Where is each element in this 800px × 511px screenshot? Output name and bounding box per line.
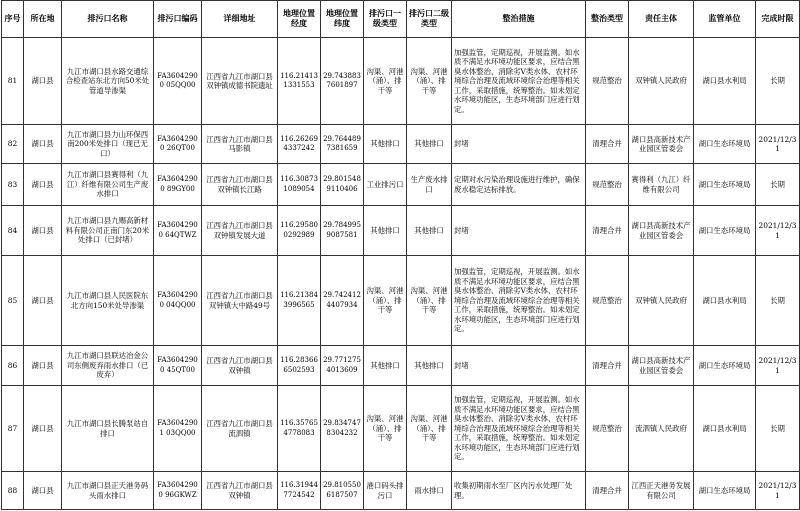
cell-fix-type: 规范整治 — [586, 386, 629, 472]
cell-type1: 其他排口 — [364, 125, 407, 164]
cell-outlet-name: 九江市湖口县力山环保西南200米处排口（现已无口） — [62, 125, 154, 164]
cell-address: 江西省九江市湖口县双钟镇成德书院遗址 — [202, 38, 278, 125]
cell-latitude: 29.764489 7381659 — [321, 125, 364, 164]
cell-supervisor: 湖口生态环境局 — [694, 125, 756, 164]
cell-seq: 85 — [2, 256, 24, 346]
cell-supervisor: 湖口县水利局 — [694, 38, 756, 125]
header-measures: 整治措施 — [452, 1, 586, 38]
cell-address: 江西省九江市湖口县双钟镇长江路 — [202, 164, 278, 206]
cell-location: 湖口县 — [24, 256, 62, 346]
cell-type2: 其他排口 — [407, 346, 452, 386]
cell-latitude: 29.743883 7601897 — [321, 38, 364, 125]
cell-supervisor: 湖口生态环境局 — [694, 164, 756, 206]
cell-fix-type: 规范整治 — [586, 164, 629, 206]
cell-supervisor: 湖口生态环境局 — [694, 206, 756, 256]
cell-deadline: 2021/12/31 — [756, 346, 800, 386]
cell-latitude: 29.742412 4407934 — [321, 256, 364, 346]
cell-location: 湖口县 — [24, 125, 62, 164]
cell-fix-type: 清理合并 — [586, 206, 629, 256]
table-row — [2, 386, 800, 472]
cell-longitude: 116.21413 1331553 — [278, 38, 321, 125]
cell-address: 江西省九江市湖口县双钟镇发展大道 — [202, 206, 278, 256]
cell-latitude: 29.810550 6187507 — [321, 472, 364, 510]
cell-responsible: 赛得利（九江）纤维有限公司 — [629, 164, 694, 206]
cell-type2: 沟渠、河港（涌）、排干等 — [407, 256, 452, 346]
cell-outlet-name: 九江市湖口县人民医院东北方向150米处导渗渠 — [62, 256, 154, 346]
cell-fix-type: 清理合并 — [586, 125, 629, 164]
header-location: 所在地 — [24, 1, 62, 38]
outlet-table — [1, 0, 800, 510]
cell-responsible: 江西正天港务发展有限公司 — [629, 472, 694, 510]
cell-latitude: 29.771275 4013609 — [321, 346, 364, 386]
cell-deadline: 2021/12/31 — [756, 125, 800, 164]
cell-fix-type: 规范整治 — [586, 38, 629, 125]
cell-type1: 港口码头排污口 — [364, 472, 407, 510]
cell-outlet-code: FA36042900 05QQ00 — [154, 38, 202, 125]
cell-latitude: 29.784995 9087581 — [321, 206, 364, 256]
header-seq: 序号 — [2, 1, 24, 38]
cell-longitude: 116.29580 0292989 — [278, 206, 321, 256]
cell-responsible: 流泗镇人民政府 — [629, 386, 694, 472]
header-longitude: 地理位置经度 — [278, 1, 321, 38]
cell-seq: 83 — [2, 164, 24, 206]
cell-address: 江西省九江市湖口县流泗镇 — [202, 386, 278, 472]
cell-outlet-name: 九江市湖口县正天港务码头雨水排口 — [62, 472, 154, 510]
cell-outlet-code: FA36042900 04QQ00 — [154, 256, 202, 346]
header-type1: 排污口一级类型 — [364, 1, 407, 38]
cell-outlet-name: 九江市湖口县赛得利（九江）纤维有限公司生产废水排口 — [62, 164, 154, 206]
table-row — [2, 346, 800, 386]
cell-responsible: 湖口县高新技术产业园区管委会 — [629, 346, 694, 386]
cell-deadline: 长期 — [756, 386, 800, 472]
cell-measures: 收集初期雨水至厂区内污水处理厂处理。 — [452, 472, 586, 510]
cell-supervisor: 湖口生态环境局 — [694, 472, 756, 510]
cell-seq: 81 — [2, 38, 24, 125]
cell-measures: 封堵 — [452, 125, 586, 164]
cell-outlet-code: FA36042900 26QT00 — [154, 125, 202, 164]
cell-type2: 生产废水排口 — [407, 164, 452, 206]
table-row — [2, 472, 800, 510]
cell-longitude: 116.28366 6502593 — [278, 346, 321, 386]
cell-measures: 定期对水污染治理设施进行维护，确保废水稳定达标排放。 — [452, 164, 586, 206]
cell-outlet-name: 九江市湖口县九赐高新材料有限公司正南门东20米处排口（已封堵） — [62, 206, 154, 256]
cell-deadline: 2021/12/31 — [756, 472, 800, 510]
cell-seq: 84 — [2, 206, 24, 256]
cell-deadline: 长期 — [756, 164, 800, 206]
cell-location: 湖口县 — [24, 38, 62, 125]
header-responsible: 责任主体 — [629, 1, 694, 38]
cell-deadline: 2021/12/31 — [756, 206, 800, 256]
cell-location: 湖口县 — [24, 164, 62, 206]
header-latitude: 地理位置纬度 — [321, 1, 364, 38]
cell-responsible: 湖口县高新技术产业园区管委会 — [629, 125, 694, 164]
cell-supervisor: 湖口县水利局 — [694, 386, 756, 472]
cell-outlet-code: FA36042900 64QTWZ — [154, 206, 202, 256]
header-supervisor: 监管单位 — [694, 1, 756, 38]
cell-seq: 86 — [2, 346, 24, 386]
cell-fix-type: 清理合并 — [586, 472, 629, 510]
cell-longitude: 116.30873 1089054 — [278, 164, 321, 206]
cell-responsible: 双钟镇人民政府 — [629, 256, 694, 346]
cell-type2: 雨水排口 — [407, 472, 452, 510]
table-row — [2, 164, 800, 206]
cell-outlet-name: 九江市湖口县长腾泵站自排口 — [62, 386, 154, 472]
cell-type2: 其他排口 — [407, 206, 452, 256]
cell-outlet-code: FA36042900 89GY00 — [154, 164, 202, 206]
cell-type1: 沟渠、河港（涌）、排干等 — [364, 38, 407, 125]
header-fix-type: 整治类型 — [586, 1, 629, 38]
cell-measures: 封堵 — [452, 206, 586, 256]
cell-location: 湖口县 — [24, 386, 62, 472]
cell-longitude: 116.21384 3996565 — [278, 256, 321, 346]
cell-supervisor: 湖口生态环境局 — [694, 346, 756, 386]
cell-outlet-name: 九江市湖口县联达冶金公司东侧废弃雨水排口（已废弃） — [62, 346, 154, 386]
cell-fix-type: 清理合并 — [586, 346, 629, 386]
cell-longitude: 116.31944 7724542 — [278, 472, 321, 510]
cell-address: 江西省九江市湖口县双钟镇大中路49号 — [202, 256, 278, 346]
cell-address: 江西省九江市湖口县双钟镇 — [202, 346, 278, 386]
cell-address: 江西省九江市湖口县双钟镇 — [202, 472, 278, 510]
cell-outlet-code: FA36042900 96GKWZ — [154, 472, 202, 510]
cell-type2: 沟渠、河港（涌）、排干等 — [407, 38, 452, 125]
header-deadline: 完成时限 — [756, 1, 800, 38]
cell-fix-type: 规范整治 — [586, 256, 629, 346]
cell-deadline: 长期 — [756, 256, 800, 346]
cell-seq: 87 — [2, 386, 24, 472]
header-type2: 排污口二级类型 — [407, 1, 452, 38]
cell-type1: 沟渠、河港（涌）、排干等 — [364, 386, 407, 472]
cell-location: 湖口县 — [24, 206, 62, 256]
cell-location: 湖口县 — [24, 346, 62, 386]
header-outlet-code: 排污口编码 — [154, 1, 202, 38]
cell-measures: 加强监管，定期巡视，开展监测。如水质不满足水环境功能区要求，应结合黑臭水体整治、消除劣Ⅴ类水体、农村环境综合治理及流域环境综合治理等相关工作，采取措施，统筹整治。如未划定水环境功能区，生态环境部门应进行划定。 — [452, 386, 586, 472]
cell-measures: 加强监管，定期巡视，开展监测。如水质不满足水环境功能区要求，应结合黑臭水体整治、消除劣Ⅴ类水体、农村环境综合治理及流域环境综合治理等相关工作，采取措施，统筹整治。如未划定水环境功能区，生态环境部门应进行划定。 — [452, 256, 586, 346]
cell-type1: 沟渠、河港（涌）、排干等 — [364, 256, 407, 346]
cell-address: 江西省九江市湖口县马影镇 — [202, 125, 278, 164]
cell-latitude: 29.834747 8304232 — [321, 386, 364, 472]
cell-measures: 加强监管，定期巡视，开展监测。如水质不满足水环境功能区要求，应结合黑臭水体整治、消除劣Ⅴ类水体、农村环境综合治理及流域环境综合治理等相关工作，采取措施，统筹整治。如未划定水环境功能区，生态环境部门应进行划定。 — [452, 38, 586, 125]
table-row — [2, 38, 800, 125]
cell-deadline: 长期 — [756, 38, 800, 125]
table-row — [2, 256, 800, 346]
cell-type1: 其他排口 — [364, 346, 407, 386]
cell-longitude: 116.26269 4337242 — [278, 125, 321, 164]
cell-longitude: 116.35765 4778083 — [278, 386, 321, 472]
cell-location: 湖口县 — [24, 472, 62, 510]
header-address: 详细地址 — [202, 1, 278, 38]
cell-type1: 其他排口 — [364, 206, 407, 256]
cell-seq: 82 — [2, 125, 24, 164]
cell-responsible: 湖口县高新技术产业园区管委会 — [629, 206, 694, 256]
table-row — [2, 206, 800, 256]
cell-latitude: 29.801548 9110406 — [321, 164, 364, 206]
cell-type2: 其他排口 — [407, 125, 452, 164]
cell-measures: 封堵 — [452, 346, 586, 386]
cell-type1: 工业排污口 — [364, 164, 407, 206]
cell-outlet-name: 九江市湖口县水路交通综合检查站东北方向50米处管道导渗渠 — [62, 38, 154, 125]
cell-seq: 88 — [2, 472, 24, 510]
table-row — [2, 125, 800, 164]
cell-type2: 沟渠、河港（涌）、排干等 — [407, 386, 452, 472]
cell-outlet-code: FA36042901 03QQ00 — [154, 386, 202, 472]
header-outlet-name: 排污口名称 — [62, 1, 154, 38]
header-row — [2, 1, 800, 38]
cell-supervisor: 湖口县水利局 — [694, 256, 756, 346]
cell-outlet-code: FA36042900 45QT00 — [154, 346, 202, 386]
cell-responsible: 双钟镇人民政府 — [629, 38, 694, 125]
